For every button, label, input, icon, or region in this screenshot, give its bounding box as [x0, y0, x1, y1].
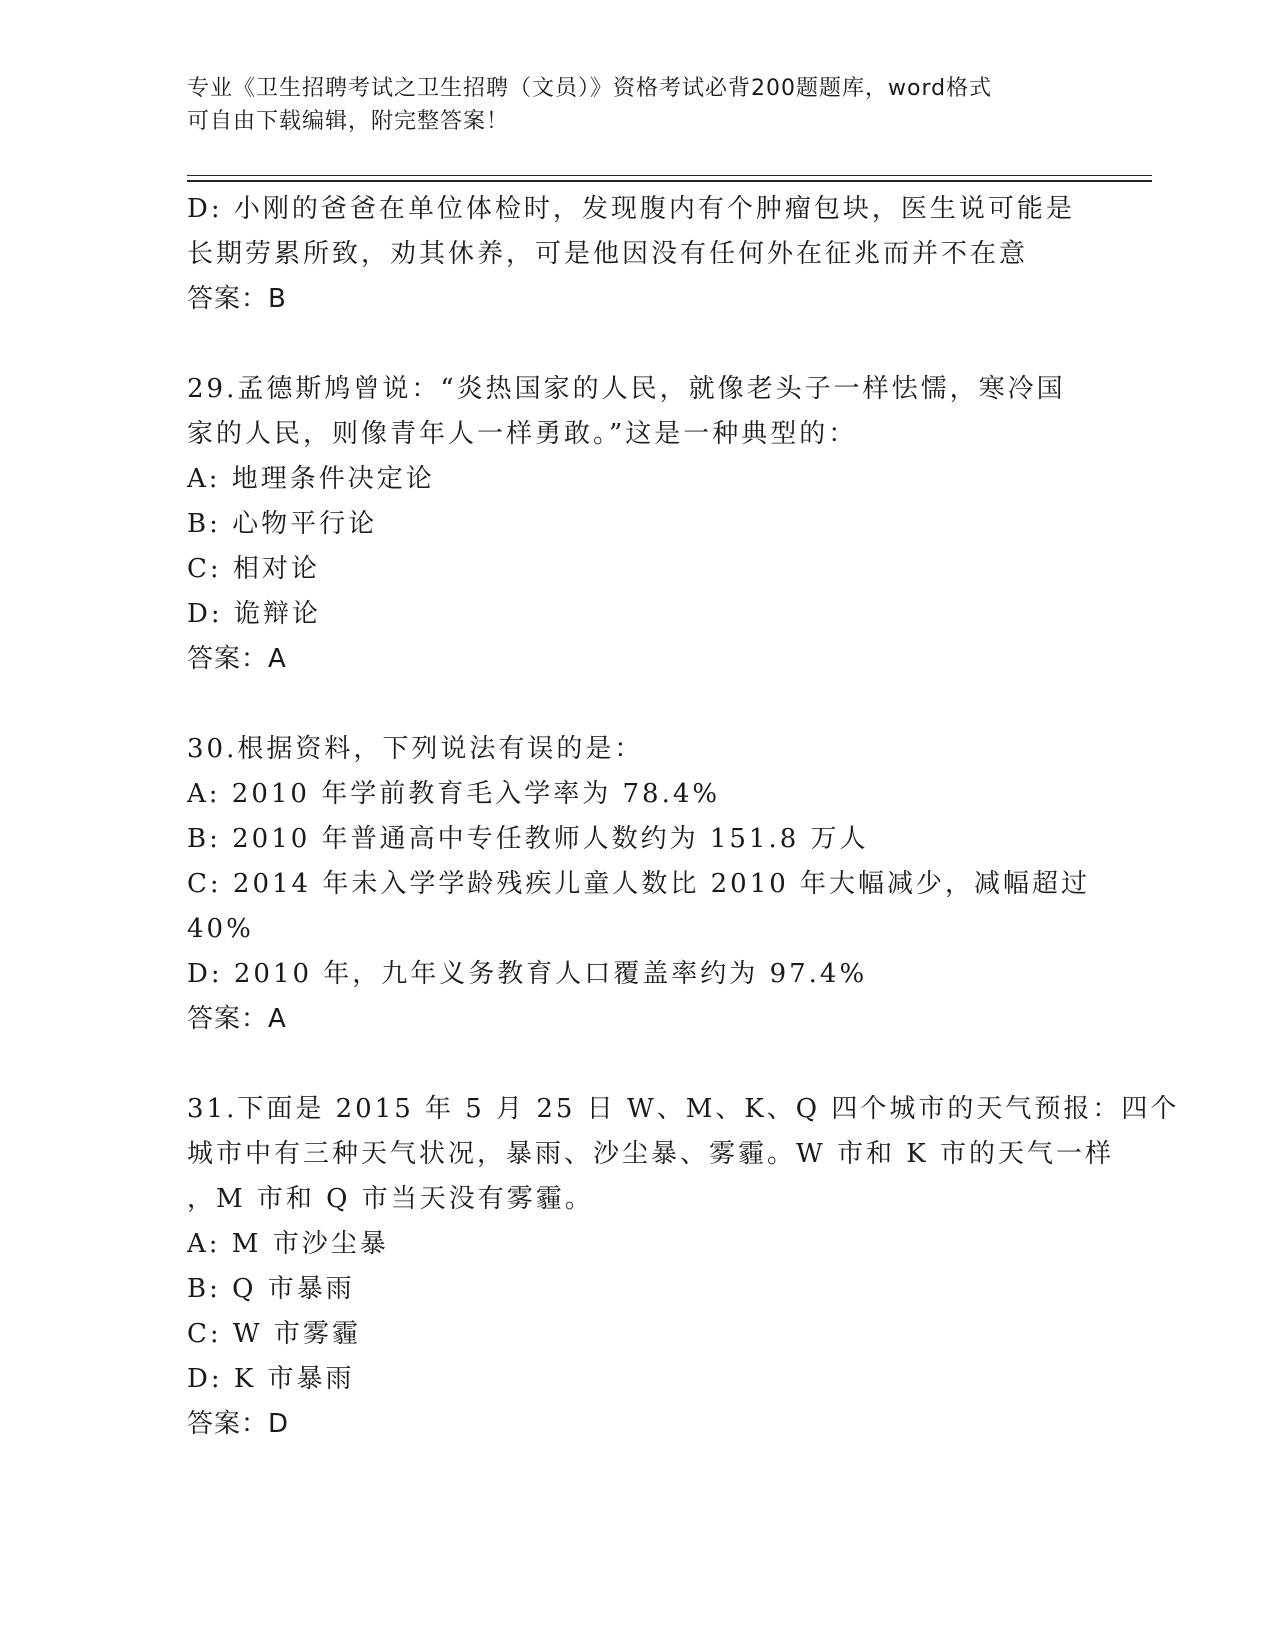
- q31-answer: 答案：D: [187, 1409, 290, 1439]
- header-title-line-1: 专业《卫生招聘考试之卫生招聘（文员）》资格考试必背200题题库，word格式: [187, 76, 993, 101]
- q30-option-d: D: 2010 年，九年义务教育人口覆盖率约为 97.4%: [187, 959, 868, 989]
- q29-option-d: D: 诡辩论: [187, 599, 321, 629]
- q29-stem-line-2: 家的人民，则像青年人一样勇敢。”这是一种典型的：: [187, 419, 858, 449]
- q30-option-c-line-1: C: 2014 年未入学学龄残疾儿童人数比 2010 年大幅减少，减幅超过: [187, 869, 1091, 899]
- header-title-line-2: 可自由下载编辑，附完整答案！: [187, 109, 510, 134]
- q31-option-a: A: M 市沙尘暴: [187, 1229, 389, 1259]
- document-header: [187, 72, 1087, 138]
- q31-option-c: C: W 市雾霾: [187, 1319, 361, 1349]
- prev-option-d-line-2: 长期劳累所致，劝其休养，可是他因没有任何外在征兆而并不在意: [187, 239, 1029, 269]
- header-divider-bottom: [187, 180, 1152, 182]
- header-divider-top: [187, 175, 1152, 176]
- q31-option-b: B: Q 市暴雨: [187, 1274, 355, 1304]
- q31-stem-line-2: 城市中有三种天气状况，暴雨、沙尘暴、雾霾。W 市和 K 市的天气一样: [187, 1139, 1114, 1169]
- q31-stem-line-1: 31.下面是 2015 年 5 月 25 日 W、M、K、Q 四个城市的天气预报：四个: [187, 1094, 1180, 1124]
- q30-answer: 答案：A: [187, 1004, 287, 1034]
- prev-answer: 答案：B: [187, 284, 287, 314]
- q30-option-c-line-2: 40%: [187, 914, 254, 944]
- q30-option-a: A: 2010 年学前教育毛入学率为 78.4%: [187, 779, 721, 809]
- q31-option-d: D: K 市暴雨: [187, 1364, 355, 1394]
- q29-stem-line-1: 29.孟德斯鸠曾说：“炎热国家的人民，就像老头子一样怯懦，寒冷国: [187, 374, 1066, 404]
- q29-option-a: A: 地理条件决定论: [187, 464, 435, 494]
- q29-option-c: C: 相对论: [187, 554, 320, 584]
- q29-option-b: B: 心物平行论: [187, 509, 378, 539]
- prev-option-d-line-1: D: 小刚的爸爸在单位体检时，发现腹内有个肿瘤包块，医生说可能是: [187, 194, 1075, 224]
- q29-answer: 答案：A: [187, 644, 287, 674]
- q30-stem: 30.根据资料，下列说法有误的是：: [187, 734, 644, 764]
- q30-option-b: B: 2010 年普通高中专任教师人数约为 151.8 万人: [187, 824, 869, 854]
- q31-stem-line-3: ，M 市和 Q 市当天没有雾霾。: [187, 1184, 594, 1214]
